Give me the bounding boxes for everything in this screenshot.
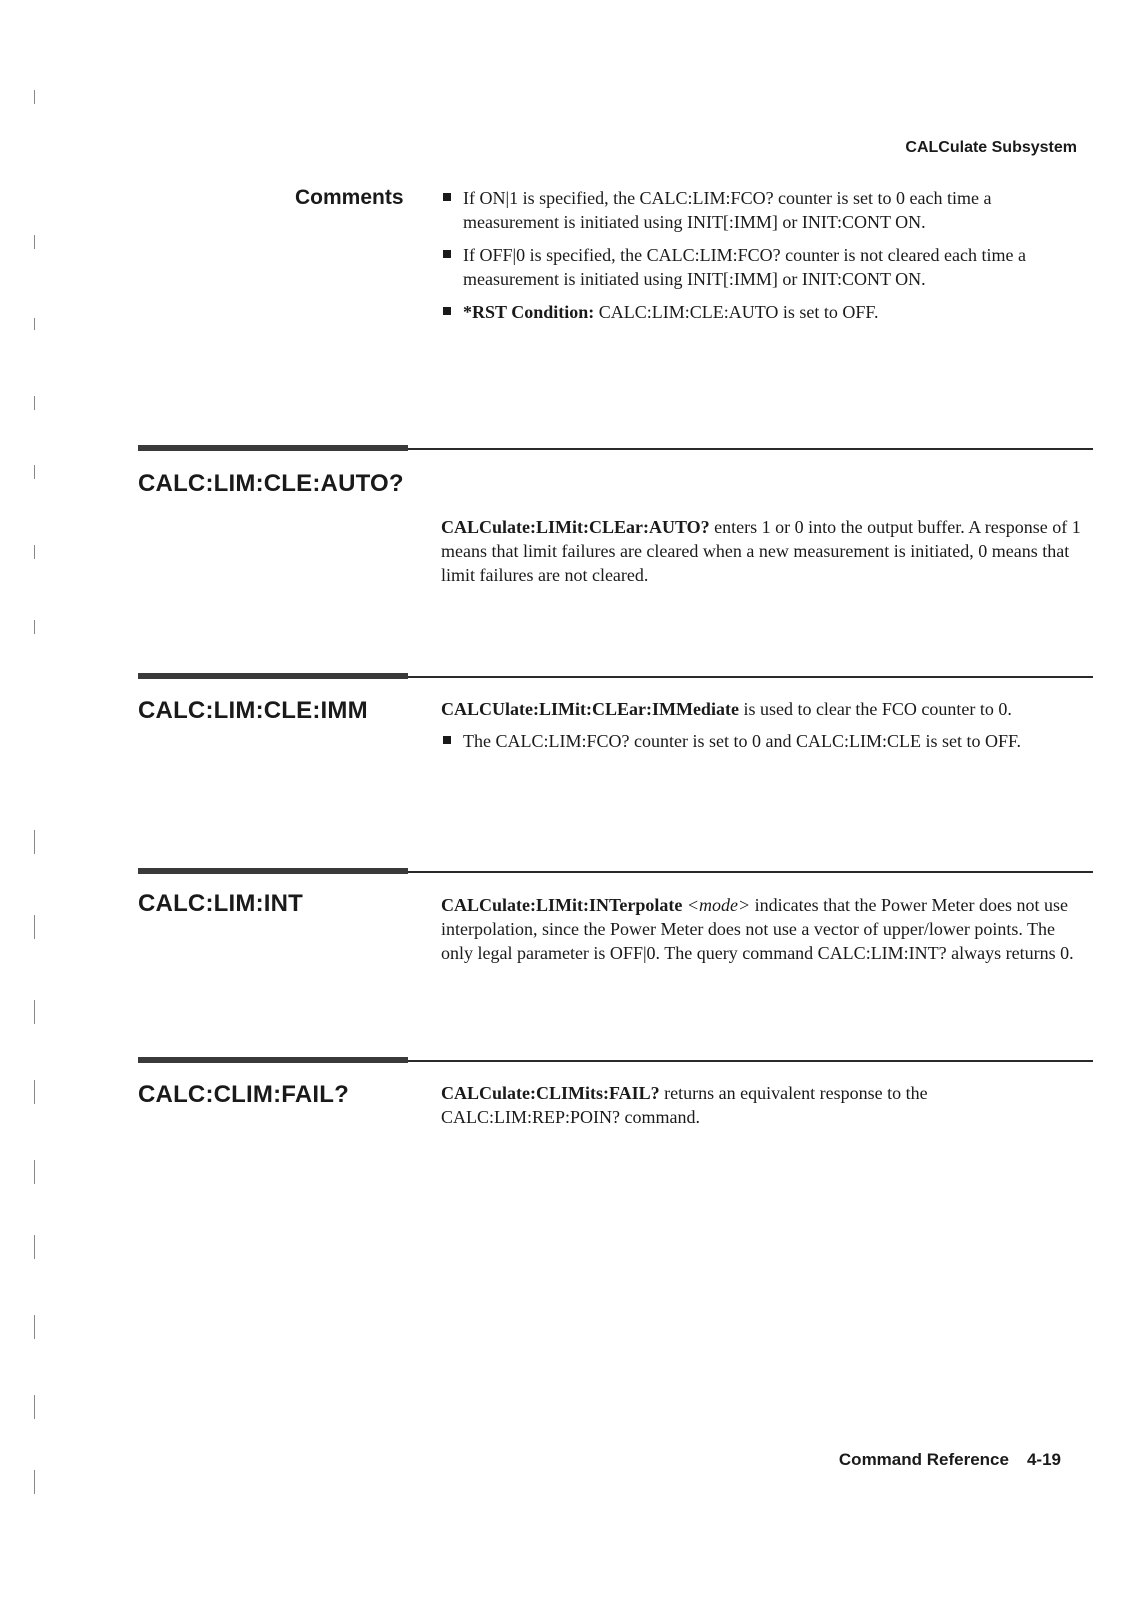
command-description: indicates that the Power Meter does not use interpolation, since the Power Meter does not use a vector of upper/lower points. The only legal parameter is OFF|0. The query command CALC:LIM:INT? always returns 0. <box>441 895 1074 963</box>
section-heading-clear-imm: CALC:LIM:CLE:IMM <box>138 697 368 724</box>
command-parameter: <mode> <box>686 895 751 915</box>
bullet-icon <box>443 307 451 315</box>
command-name: CALCulate:LIMit:CLEar:AUTO? <box>441 517 710 537</box>
scan-margin-mark <box>34 465 35 479</box>
scan-margin-mark <box>34 90 35 104</box>
section-body-clear-auto <box>441 515 1081 595</box>
bullet-icon <box>443 250 451 258</box>
command-name: CALCulate:CLIMits:FAIL? <box>441 1083 660 1103</box>
scan-margin-mark <box>34 620 35 634</box>
running-header: CALCulate Subsystem <box>905 139 1077 156</box>
scan-margin-mark <box>34 830 35 854</box>
clear-imm-list <box>441 729 1081 753</box>
section-body-interpolate <box>441 893 1081 973</box>
list-item: If OFF|0 is specified, the CALC:LIM:FCO? counter is not cleared each time a measurement is initiated using INIT[:IMM] or INIT:CONT ON. <box>441 243 1081 291</box>
scan-margin-mark <box>34 1470 35 1494</box>
section-body-clim-fail <box>441 1081 1081 1137</box>
scan-margin-mark <box>34 1160 35 1184</box>
section-divider <box>138 1057 1093 1065</box>
command-name: CALCulate:LIMit:INTerpolate <box>441 895 683 915</box>
bullet-icon <box>443 736 451 744</box>
scan-margin-mark <box>34 1235 35 1259</box>
command-description: is used to clear the FCO counter to 0. <box>743 699 1012 719</box>
section-body-clear-imm <box>441 697 1081 762</box>
footer-label: Command Reference <box>838 1450 1009 1469</box>
scan-margin-mark <box>34 1080 35 1104</box>
section-divider <box>138 868 1093 876</box>
scan-margin-mark <box>34 915 35 939</box>
list-item <box>441 300 1081 324</box>
rst-condition-label: *RST Condition: <box>463 302 595 322</box>
scan-margin-mark <box>34 318 35 330</box>
section-heading-clim-fail: CALC:CLIM:FAIL? <box>138 1081 349 1108</box>
scan-margin-mark <box>34 1395 35 1419</box>
page-number: 4-19 <box>1026 1450 1061 1469</box>
scan-margin-mark <box>34 396 35 410</box>
comments-label: Comments <box>295 186 404 209</box>
rst-condition-text: CALC:LIM:CLE:AUTO is set to OFF. <box>598 302 879 322</box>
command-description: enters 1 or 0 into the output buffer. A response of 1 means that limit failures are cleared when a new measurement is initiated, 0 means that limit failures are not cleared. <box>441 517 1081 585</box>
scan-margin-mark <box>34 1315 35 1339</box>
scan-margin-mark <box>34 545 35 559</box>
command-name: CALCUlate:LIMit:CLEar:IMMediate <box>441 699 739 719</box>
bullet-icon <box>443 193 451 201</box>
comments-content <box>441 186 1081 333</box>
page-footer <box>839 1450 1061 1470</box>
comments-list <box>441 186 1081 324</box>
section-heading-interpolate: CALC:LIM:INT <box>138 890 304 917</box>
scan-margin-mark <box>34 235 35 249</box>
command-description: returns an equivalent response to the CALC:LIM:REP:POIN? command. <box>441 1083 928 1127</box>
section-divider <box>138 445 1093 453</box>
section-divider <box>138 673 1093 681</box>
list-item: If ON|1 is specified, the CALC:LIM:FCO? counter is set to 0 each time a measurement is initiated using INIT[:IMM] or INIT:CONT ON. <box>441 186 1081 234</box>
scan-margin-mark <box>34 1000 35 1024</box>
list-item: The CALC:LIM:FCO? counter is set to 0 and CALC:LIM:CLE is set to OFF. <box>441 729 1081 753</box>
section-heading-clear-auto: CALC:LIM:CLE:AUTO? <box>138 470 404 497</box>
